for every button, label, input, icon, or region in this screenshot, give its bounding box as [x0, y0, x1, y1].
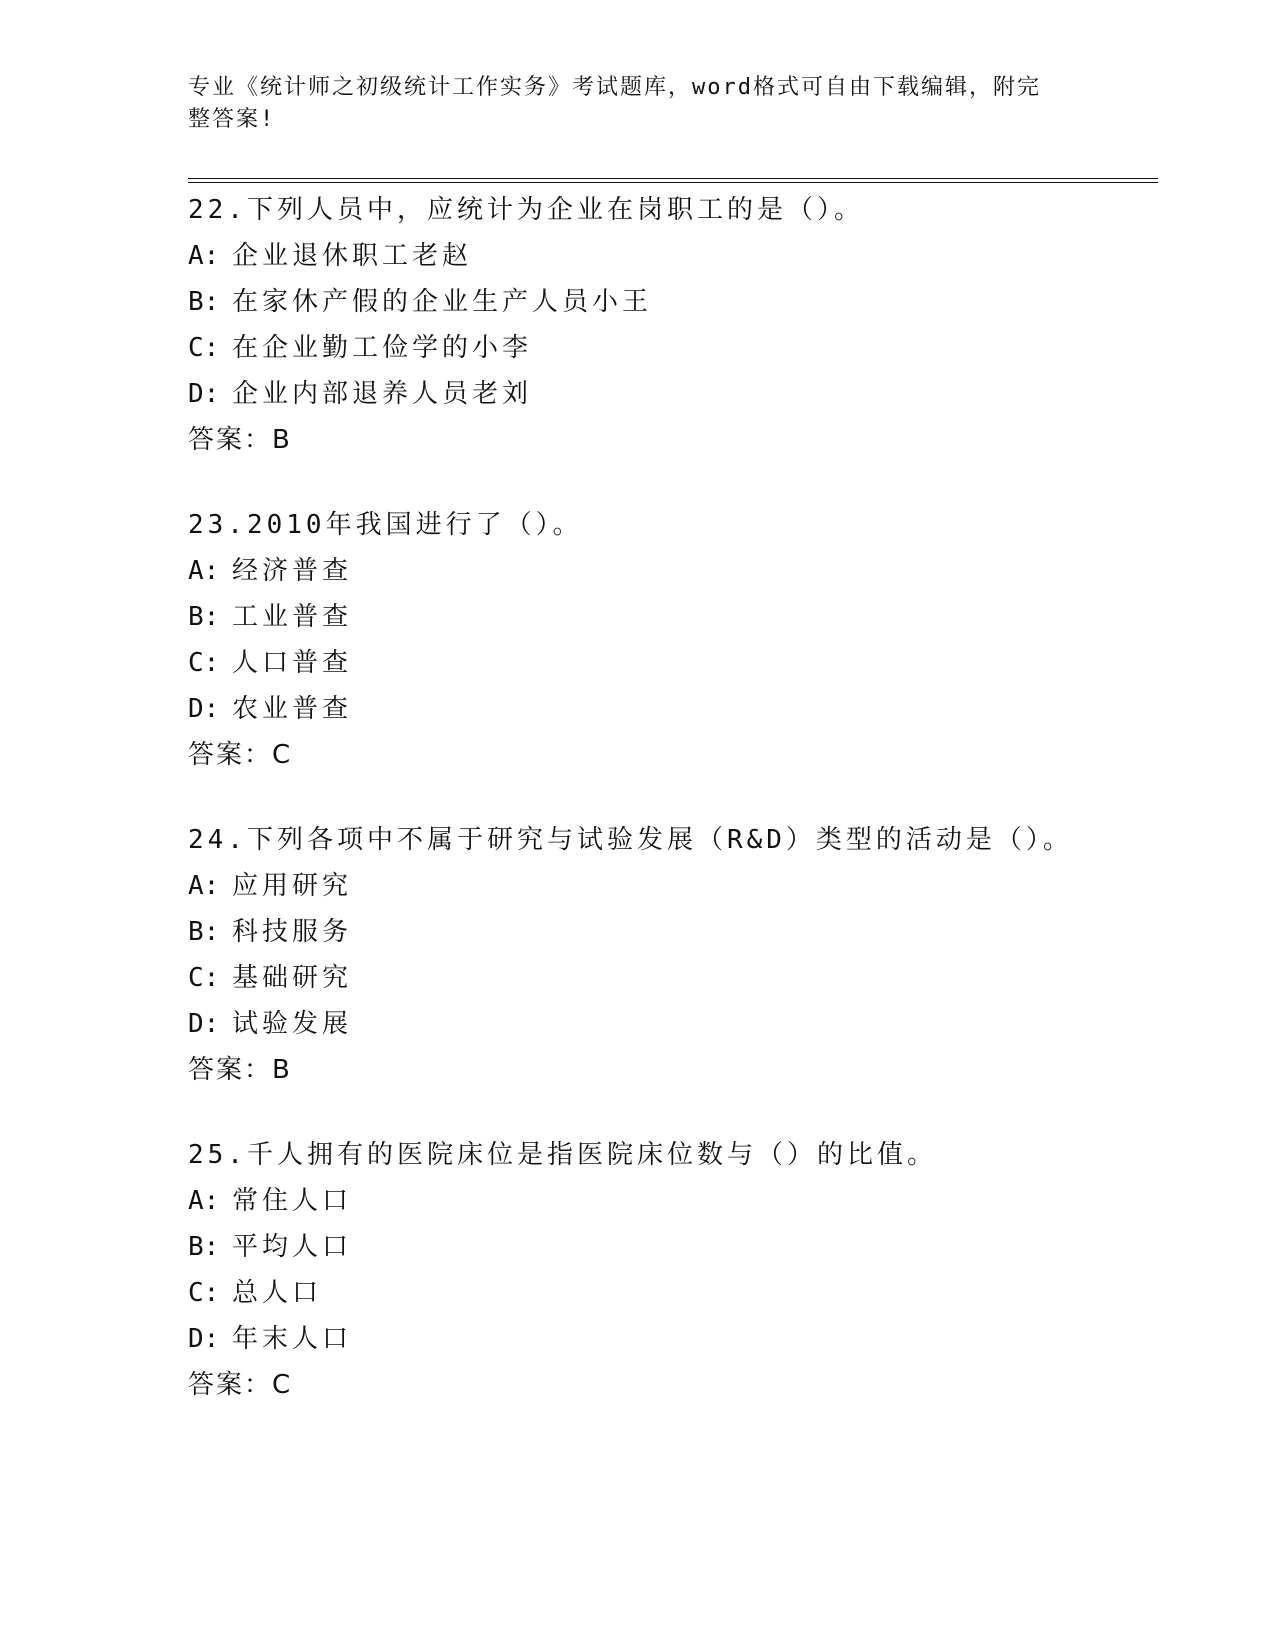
- option-letter: C:: [188, 1278, 220, 1308]
- option-text: 在家休产假的企业生产人员小王: [232, 287, 653, 317]
- option-text: 平均人口: [232, 1232, 353, 1262]
- option-text: 应用研究: [232, 871, 353, 901]
- option-text: 人口普查: [232, 648, 353, 678]
- option-b: [188, 594, 1148, 640]
- answer-line: 答案：B: [188, 1055, 292, 1085]
- option-a: [188, 233, 1148, 279]
- option-c: [188, 1270, 1148, 1316]
- answer-line: 答案：C: [188, 740, 293, 770]
- option-letter: C:: [188, 333, 220, 363]
- option-d: [188, 1316, 1148, 1362]
- option-letter: D:: [188, 1324, 220, 1354]
- option-d: [188, 686, 1148, 732]
- option-text: 总人口: [232, 1278, 323, 1308]
- option-letter: B:: [188, 602, 220, 632]
- option-letter: C:: [188, 648, 220, 678]
- question-text: 22.下列人员中，应统计为企业在岗职工的是（）。: [188, 195, 864, 225]
- question-block: [188, 502, 1148, 778]
- option-a: [188, 548, 1148, 594]
- option-letter: D:: [188, 694, 220, 724]
- header-line-2: 整答案!: [188, 107, 276, 132]
- option-letter: A:: [188, 556, 220, 586]
- header-divider: [188, 178, 1158, 183]
- option-letter: B:: [188, 1232, 220, 1262]
- option-letter: A:: [188, 241, 220, 271]
- option-text: 试验发展: [232, 1009, 353, 1039]
- option-c: [188, 955, 1148, 1001]
- document-header: [188, 72, 1068, 136]
- option-c: [188, 325, 1148, 371]
- question-text: 23.2010年我国进行了（）。: [188, 510, 583, 540]
- option-d: [188, 1001, 1148, 1047]
- option-text: 常住人口: [232, 1186, 353, 1216]
- option-d: [188, 371, 1148, 417]
- option-text: 基础研究: [232, 963, 353, 993]
- answer-line: 答案：C: [188, 1370, 293, 1400]
- question-block: [188, 817, 1148, 1093]
- header-line-1: 专业《统计师之初级统计工作实务》考试题库，word格式可自由下载编辑，附完: [188, 75, 1041, 100]
- option-text: 企业内部退养人员老刘: [232, 379, 533, 409]
- option-letter: A:: [188, 1186, 220, 1216]
- question-block: [188, 1132, 1148, 1408]
- option-text: 企业退休职工老赵: [232, 241, 473, 271]
- option-c: [188, 640, 1148, 686]
- question-text: 24.下列各项中不属于研究与试验发展（R&D）类型的活动是（）。: [188, 825, 1073, 855]
- option-letter: B:: [188, 917, 220, 947]
- option-text: 工业普查: [232, 602, 353, 632]
- option-letter: A:: [188, 871, 220, 901]
- option-b: [188, 279, 1148, 325]
- option-text: 经济普查: [232, 556, 353, 586]
- option-letter: C:: [188, 963, 220, 993]
- question-text: 25.千人拥有的医院床位是指医院床位数与（）的比值。: [188, 1140, 937, 1170]
- option-letter: B:: [188, 287, 220, 317]
- option-a: [188, 863, 1148, 909]
- option-b: [188, 909, 1148, 955]
- option-b: [188, 1224, 1148, 1270]
- option-letter: D:: [188, 1009, 220, 1039]
- option-text: 在企业勤工俭学的小李: [232, 333, 533, 363]
- option-letter: D:: [188, 379, 220, 409]
- option-text: 科技服务: [232, 917, 353, 947]
- question-block: [188, 187, 1148, 463]
- option-text: 农业普查: [232, 694, 353, 724]
- answer-line: 答案：B: [188, 425, 292, 455]
- option-a: [188, 1178, 1148, 1224]
- option-text: 年末人口: [232, 1324, 353, 1354]
